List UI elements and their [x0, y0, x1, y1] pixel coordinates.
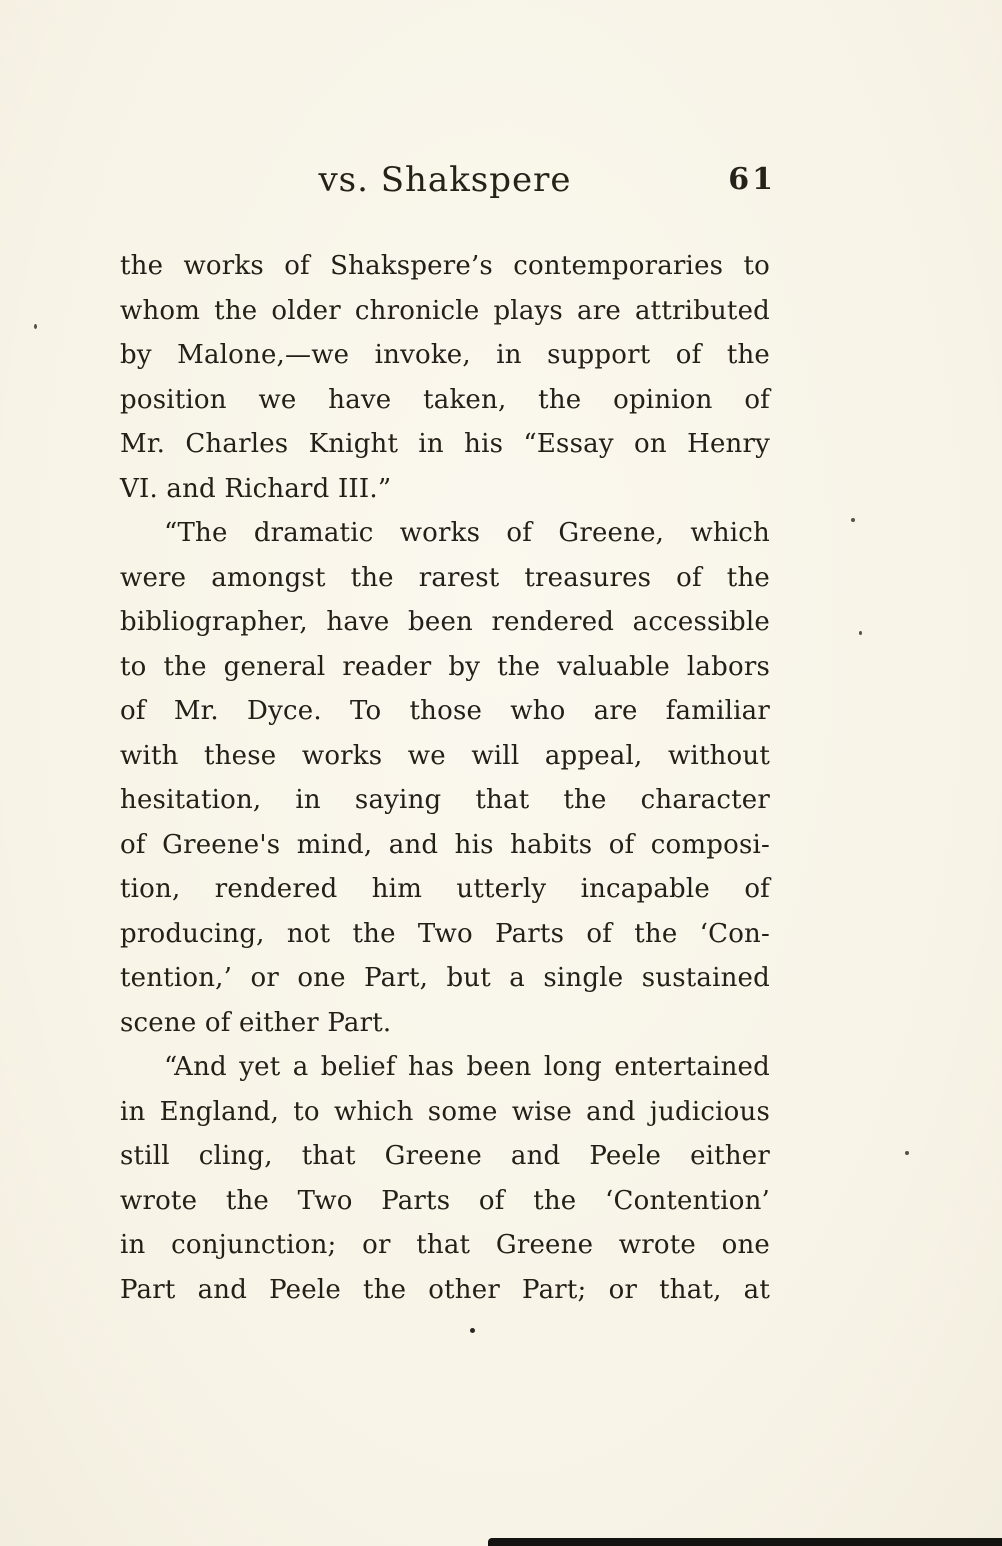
text-line: the works of Shakspere’s contemporaries to [120, 251, 770, 281]
text-line: wrote the Two Parts of the ‘Contention’ [120, 1185, 770, 1216]
body-text [120, 244, 770, 1312]
text-line: “The dramatic works of Greene, which [164, 518, 770, 548]
paragraph [120, 1045, 770, 1312]
text-line: tion, rendered him utterly incapable of [120, 874, 770, 904]
text-line: to the general reader by the valuable labors [120, 651, 770, 682]
text-line: bibliographer, have been rendered accessible [120, 607, 770, 637]
text-line: hesitation, in saying that the character [120, 785, 770, 815]
text-line: in England, to which some wise and judicious [120, 1096, 770, 1127]
page-content [120, 160, 776, 1312]
text-line: with these works we will appeal, without [120, 740, 770, 771]
scan-speck [34, 324, 37, 329]
running-header [120, 160, 776, 212]
text-line: VI. and Richard III.” [120, 473, 392, 504]
scan-speck [470, 1328, 475, 1333]
text-line: Mr. Charles Knight in his “Essay on Henry [120, 429, 770, 459]
scan-speck [859, 631, 862, 635]
text-line: tention,’ or one Part, but a single sustained [120, 963, 770, 993]
text-line: scene of either Part. [120, 1007, 392, 1038]
text-line: of Greene's mind, and his habits of composi- [120, 829, 770, 860]
text-line: in conjunction; or that Greene wrote one [120, 1230, 770, 1260]
text-line: were amongst the rarest treasures of the [120, 562, 770, 593]
scan-speck [905, 1151, 909, 1155]
paragraph [120, 511, 770, 1045]
scan-speck [851, 518, 855, 522]
page-number: 61 [728, 162, 776, 197]
text-line: whom the older chronicle plays are attributed [120, 295, 770, 326]
page-edge-shadow [488, 1538, 1002, 1546]
text-line: Part and Peele the other Part; or that, at [120, 1274, 770, 1305]
paragraph [120, 244, 770, 511]
text-line: position we have taken, the opinion of [120, 384, 770, 415]
running-header-title: vs. Shakspere [318, 160, 572, 200]
text-line: still cling, that Greene and Peele either [120, 1141, 770, 1171]
text-line: by Malone,—we invoke, in support of the [120, 340, 770, 370]
text-line: of Mr. Dyce. To those who are familiar [120, 696, 770, 726]
text-line: “And yet a belief has been long entertained [164, 1052, 770, 1082]
text-line: producing, not the Two Parts of the ‘Con- [120, 918, 770, 949]
